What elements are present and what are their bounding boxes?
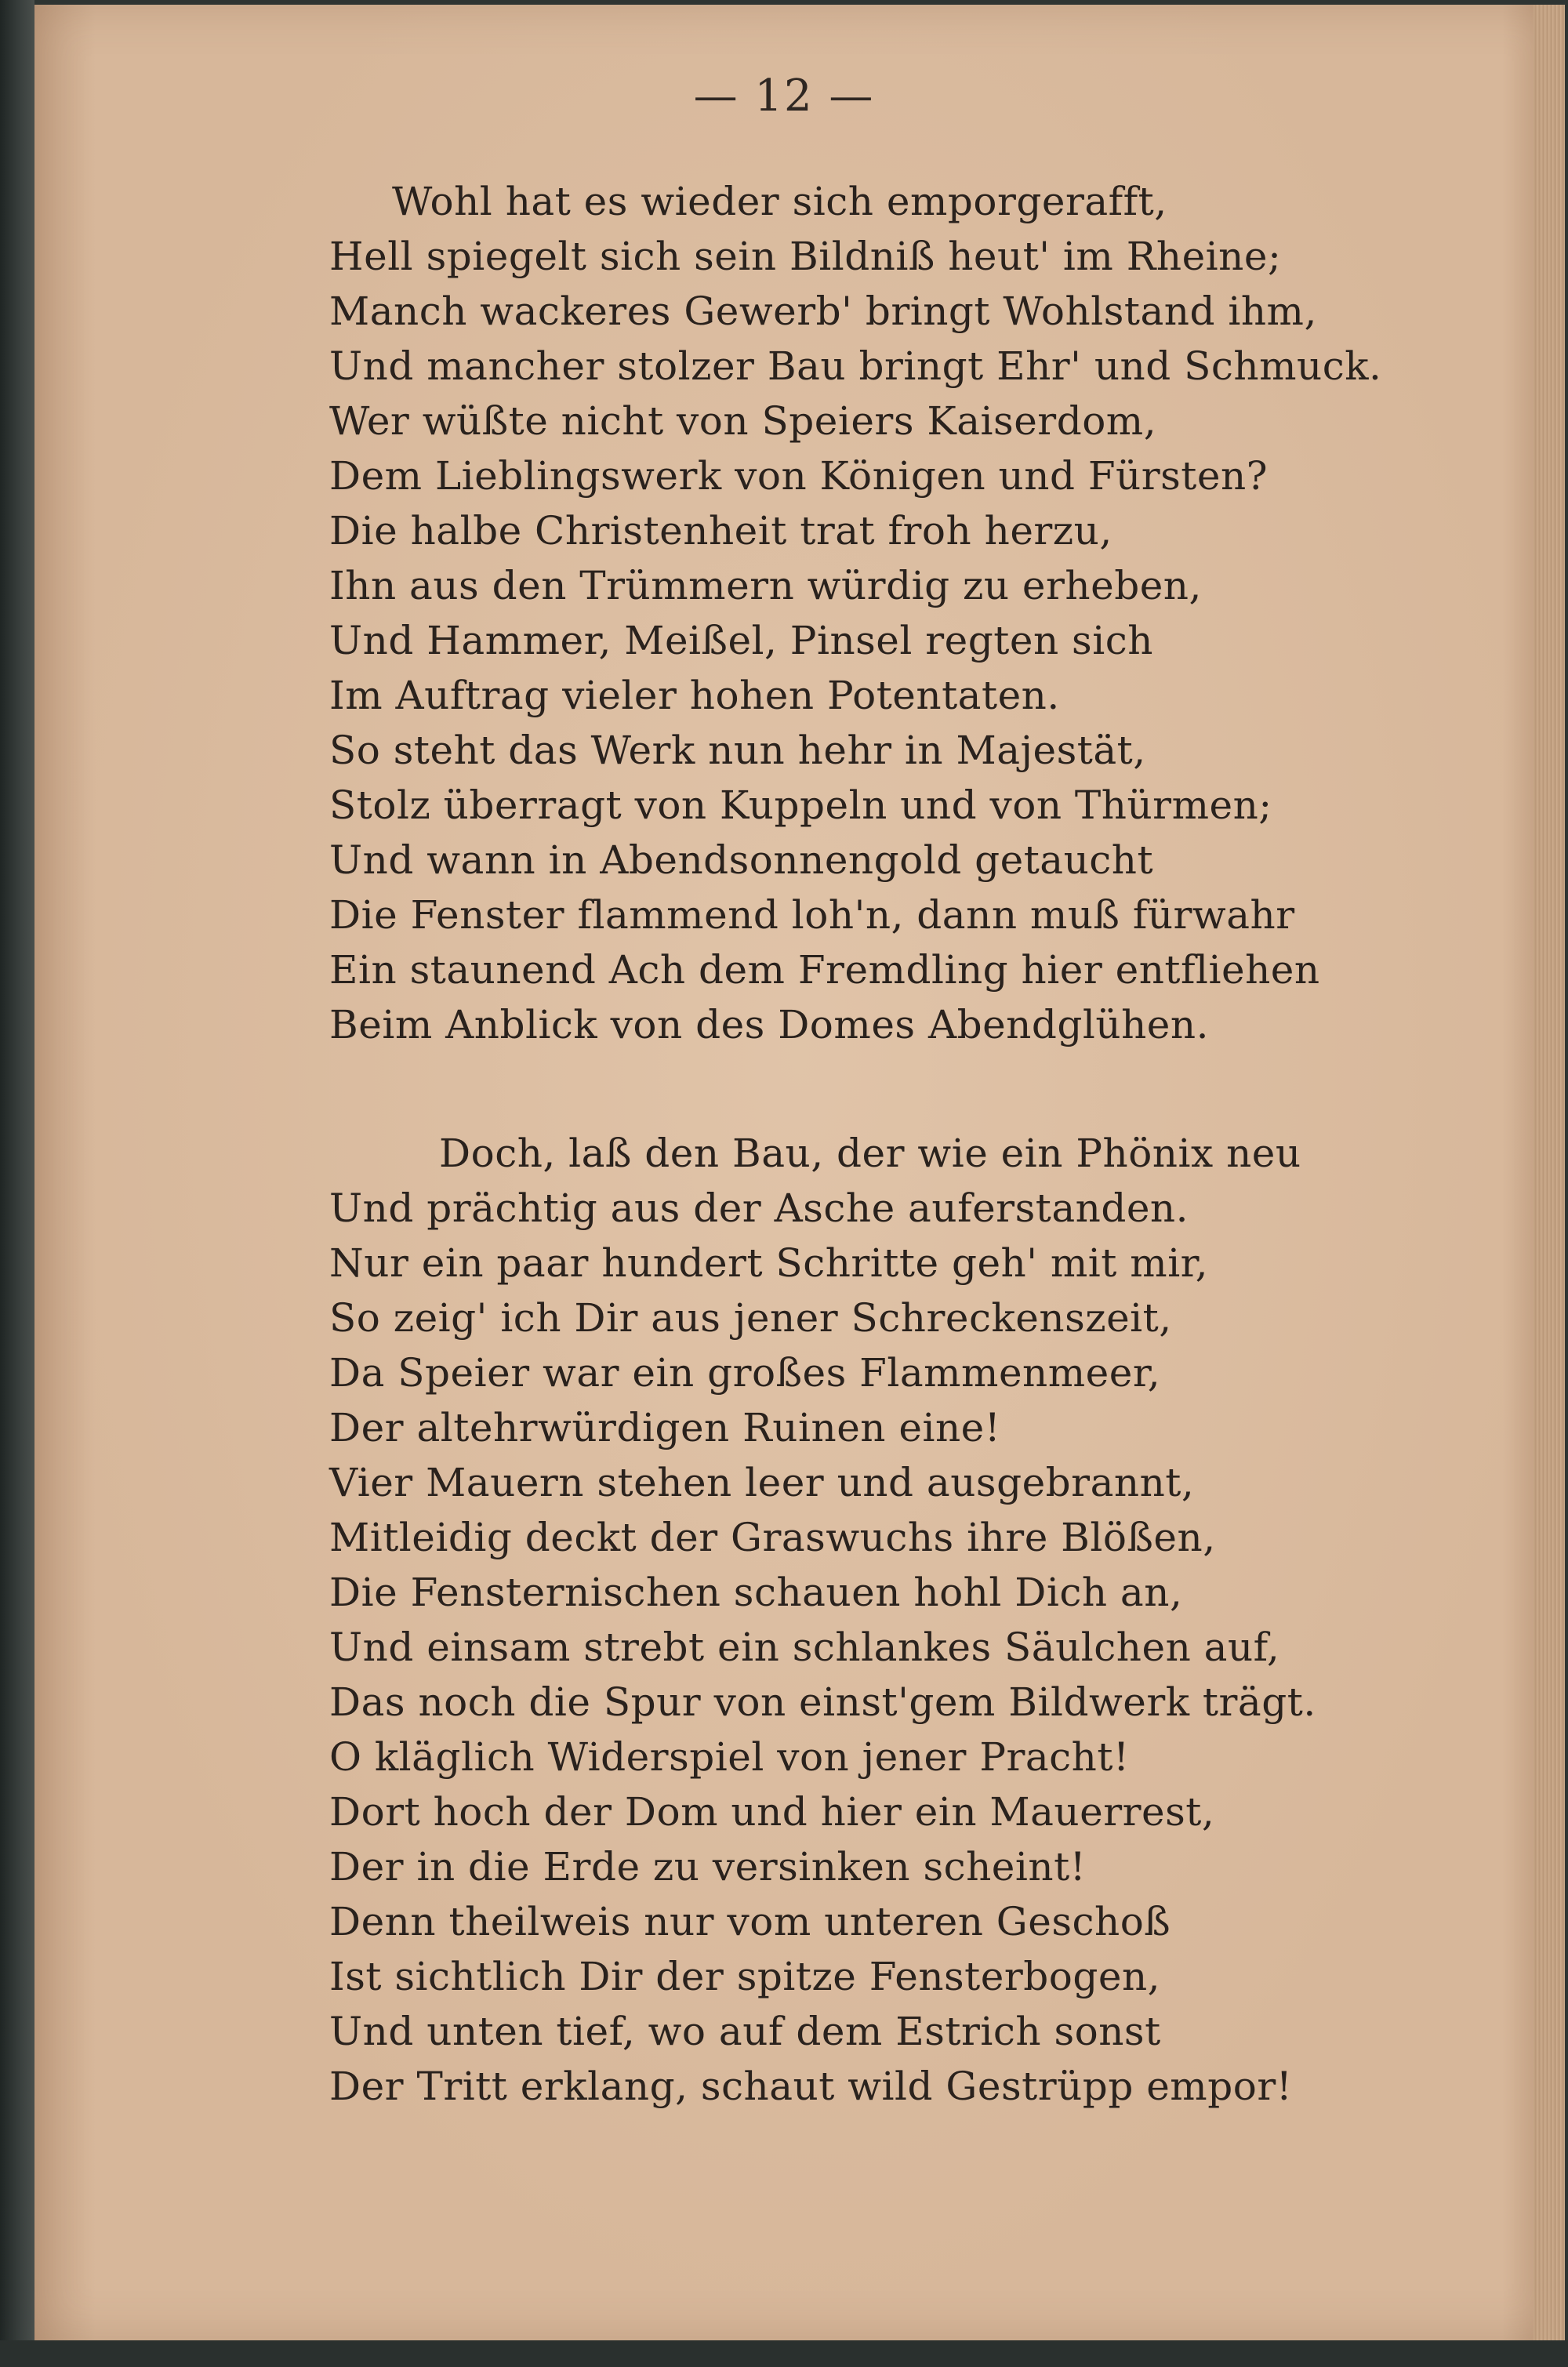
poem-line: Dem Lieblingswerk von Königen und Fürsten?	[329, 453, 1269, 499]
stanza-2	[329, 1126, 1396, 2114]
poem-line: Da Speier war ein großes Flammenmeer,	[329, 1350, 1161, 1396]
poem-line: Das noch die Spur von einst'gem Bildwerk trägt.	[329, 1679, 1316, 1725]
poem-line: Der in die Erde zu versinken scheint!	[329, 1844, 1087, 1890]
poem-line: Ein staunend Ach dem Fremdling hier entfliehen	[329, 947, 1320, 993]
poem-line: Doch, laß den Bau, der wie ein Phönix neu	[439, 1131, 1301, 1176]
poem-line: Denn theilweis nur vom unteren Geschoß	[329, 1899, 1171, 1944]
poem-line: Und einsam strebt ein schlankes Säulchen auf,	[329, 1625, 1280, 1670]
poem-line: Im Auftrag vieler hohen Potentaten.	[329, 673, 1060, 718]
page-number: — 12 —	[693, 71, 875, 122]
poem-line: Und Hammer, Meißel, Pinsel regten sich	[329, 618, 1153, 663]
poem-line: Und unten tief, wo auf dem Estrich sonst	[329, 2009, 1161, 2054]
book-cover-edge	[0, 2340, 1568, 2367]
poem-line: Die Fensternischen schauen hohl Dich an,	[329, 1570, 1183, 1615]
poem-line: Und wann in Abendsonnengold getaucht	[329, 837, 1154, 883]
poem-line: Stolz überragt von Kuppeln und von Thürmen;	[329, 782, 1272, 828]
book-binding	[0, 0, 34, 2367]
poem-line: Die Fenster flammend loh'n, dann muß fürwahr	[329, 892, 1295, 938]
poem-line: So steht das Werk nun hehr in Majestät,	[329, 728, 1146, 773]
poem-line: Wer wüßte nicht von Speiers Kaiserdom,	[329, 398, 1157, 444]
poem-line: Nur ein paar hundert Schritte geh' mit mir,	[329, 1240, 1208, 1286]
poem-line: Ihn aus den Trümmern würdig zu erheben,	[329, 563, 1202, 608]
poem-line: Manch wackeres Gewerb' bringt Wohlstand ihm,	[329, 289, 1317, 334]
page-edges	[1534, 5, 1565, 2340]
poem-line: Vier Mauern stehen leer und ausgebrannt,	[329, 1460, 1195, 1505]
stanza-1	[329, 174, 1396, 1052]
poem-line: Beim Anblick von des Domes Abendglühen.	[329, 1002, 1209, 1047]
poem-line: Ist sichtlich Dir der spitze Fensterbogen,	[329, 1954, 1161, 1999]
poem-line: Hell spiegelt sich sein Bildniß heut' im Rheine;	[329, 234, 1282, 279]
poem-line: O kläglich Widerspiel von jener Pracht!	[329, 1734, 1130, 1780]
poem-line: Mitleidig deckt der Graswuchs ihre Blößen,	[329, 1515, 1216, 1560]
poem-line: Dort hoch der Dom und hier ein Mauerrest,	[329, 1789, 1215, 1835]
poem-line: Wohl hat es wieder sich emporgerafft,	[392, 179, 1167, 224]
poem-line: Der Tritt erklang, schaut wild Gestrüpp empor!	[329, 2064, 1293, 2109]
poem-line: Und prächtig aus der Asche auferstanden.	[329, 1185, 1189, 1231]
poem-line: So zeig' ich Dir aus jener Schreckenszeit,	[329, 1295, 1172, 1341]
poem-line: Der altehrwürdigen Ruinen eine!	[329, 1405, 1001, 1450]
poem-line: Die halbe Christenheit trat froh herzu,	[329, 508, 1112, 554]
poem-line: Und mancher stolzer Bau bringt Ehr' und Schmuck.	[329, 343, 1382, 389]
